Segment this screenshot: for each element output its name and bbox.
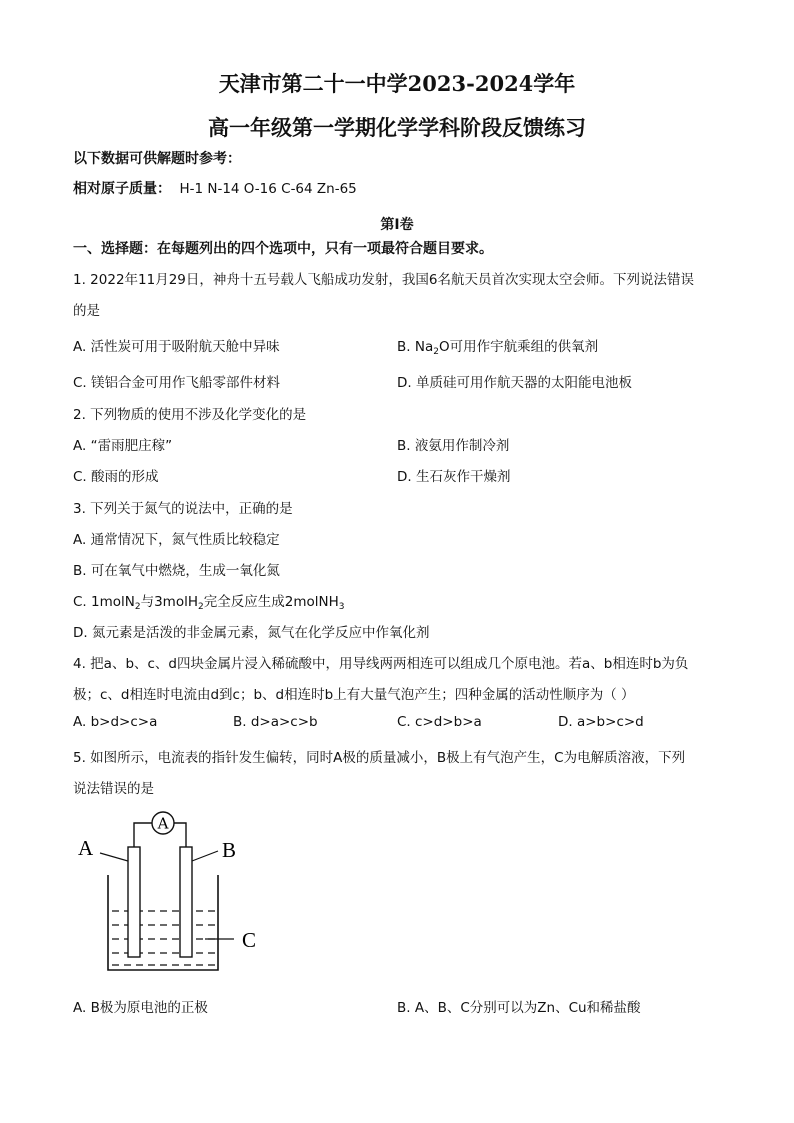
q2-option-b: B. 液氨用作制冷剂 [397, 438, 510, 454]
q2-stem: 2. 下列物质的使用不涉及化学变化的是 [73, 407, 307, 423]
q4-option-b: B. d>a>c>b [233, 714, 318, 730]
electrode-a [128, 847, 140, 957]
q4-stem-line2: 极；c、d相连时电流由d到c；b、d相连时b上有大量气泡产生；四种金属的活动性顺序为（ ） [73, 687, 635, 703]
atomic-mass-line [73, 178, 357, 198]
q3-option-b: B. 可在氧气中燃烧，生成一氧化氮 [73, 563, 280, 579]
q5-stem-line2: 说法错误的是 [73, 781, 154, 797]
q2-option-d: D. 生石灰作干燥剂 [397, 469, 511, 485]
label-b: B [222, 838, 237, 862]
q2-option-a: A. “雷雨肥庄稼” [73, 438, 173, 454]
q1-stem-line1: 1. 2022年11月29日，神舟十五号载人飞船成功发射，我国6名航天员首次实现太空会师。下列说法错误 [73, 272, 694, 288]
q4-option-d: D. a>b>c>d [558, 714, 644, 730]
q4-option-c: C. c>d>b>a [397, 714, 482, 730]
label-a: A [78, 836, 94, 860]
q3-option-d: D. 氮元素是活泼的非金属元素，氮气在化学反应中作氧化剂 [73, 625, 430, 641]
atomic-mass-label: 相对原子质量： [73, 181, 171, 197]
leader-a [100, 853, 128, 861]
beaker [108, 875, 218, 970]
q1-option-b: B. $Na_2O$可用作宇航乘组的供氧剂 [397, 339, 599, 357]
q4-option-a: A. b>d>c>a [73, 714, 158, 730]
wire-left [134, 823, 152, 847]
document-title-line1: 天津市第二十一中学2023-2024学年 [218, 71, 576, 96]
q1-option-c: C. 镁铝合金可用作飞船零部件材料 [73, 375, 281, 391]
q2-option-c: C. 酸雨的形成 [73, 469, 159, 485]
q1-stem-line2: 的是 [73, 303, 100, 319]
q5-option-b: B. A、B、C分别可以为Zn、Cu和稀盐酸 [397, 1000, 641, 1016]
q3-stem: 3. 下列关于氮气的说法中，正确的是 [73, 501, 293, 517]
galvanic-cell-diagram [70, 805, 280, 980]
label-c: C [242, 928, 257, 952]
part-title: 一、选择题：在每题列出的四个选项中，只有一项最符合题目要求。 [73, 241, 493, 257]
document-title-line2: 高一年级第一学期化学学科阶段反馈练习 [208, 115, 586, 140]
atomic-mass-values: H-1 N-14 O-16 C-64 Zn-65 [179, 181, 357, 197]
electrode-b [180, 847, 192, 957]
q5-option-a: A. B极为原电池的正极 [73, 1000, 208, 1016]
q1-option-d: D. 单质硅可用作航天器的太阳能电池板 [397, 375, 632, 391]
ammeter-symbol: A [157, 814, 169, 833]
q3-option-c: C. 1molN$_2$与3molH$_2$完全反应生成2molNH$_3$ [73, 594, 345, 612]
leader-b [192, 851, 218, 861]
q1-option-a: A. 活性炭可用于吸附航天舱中异味 [73, 339, 280, 355]
q3-option-a: A. 通常情况下，氮气性质比较稳定 [73, 532, 280, 548]
reference-label: 以下数据可供解题时参考： [73, 151, 241, 167]
volume-label: 第I卷 [380, 217, 414, 233]
q4-stem-line1: 4. 把a、b、c、d四块金属片浸入稀硫酸中，用导线两两相连可以组成几个原电池。若a、b相连时b为负 [73, 656, 689, 672]
q5-stem-line1: 5. 如图所示，电流表的指针发生偏转，同时A极的质量减小，B极上有气泡产生，C为电解质溶液，下列 [73, 750, 686, 766]
wire-right [174, 823, 186, 847]
